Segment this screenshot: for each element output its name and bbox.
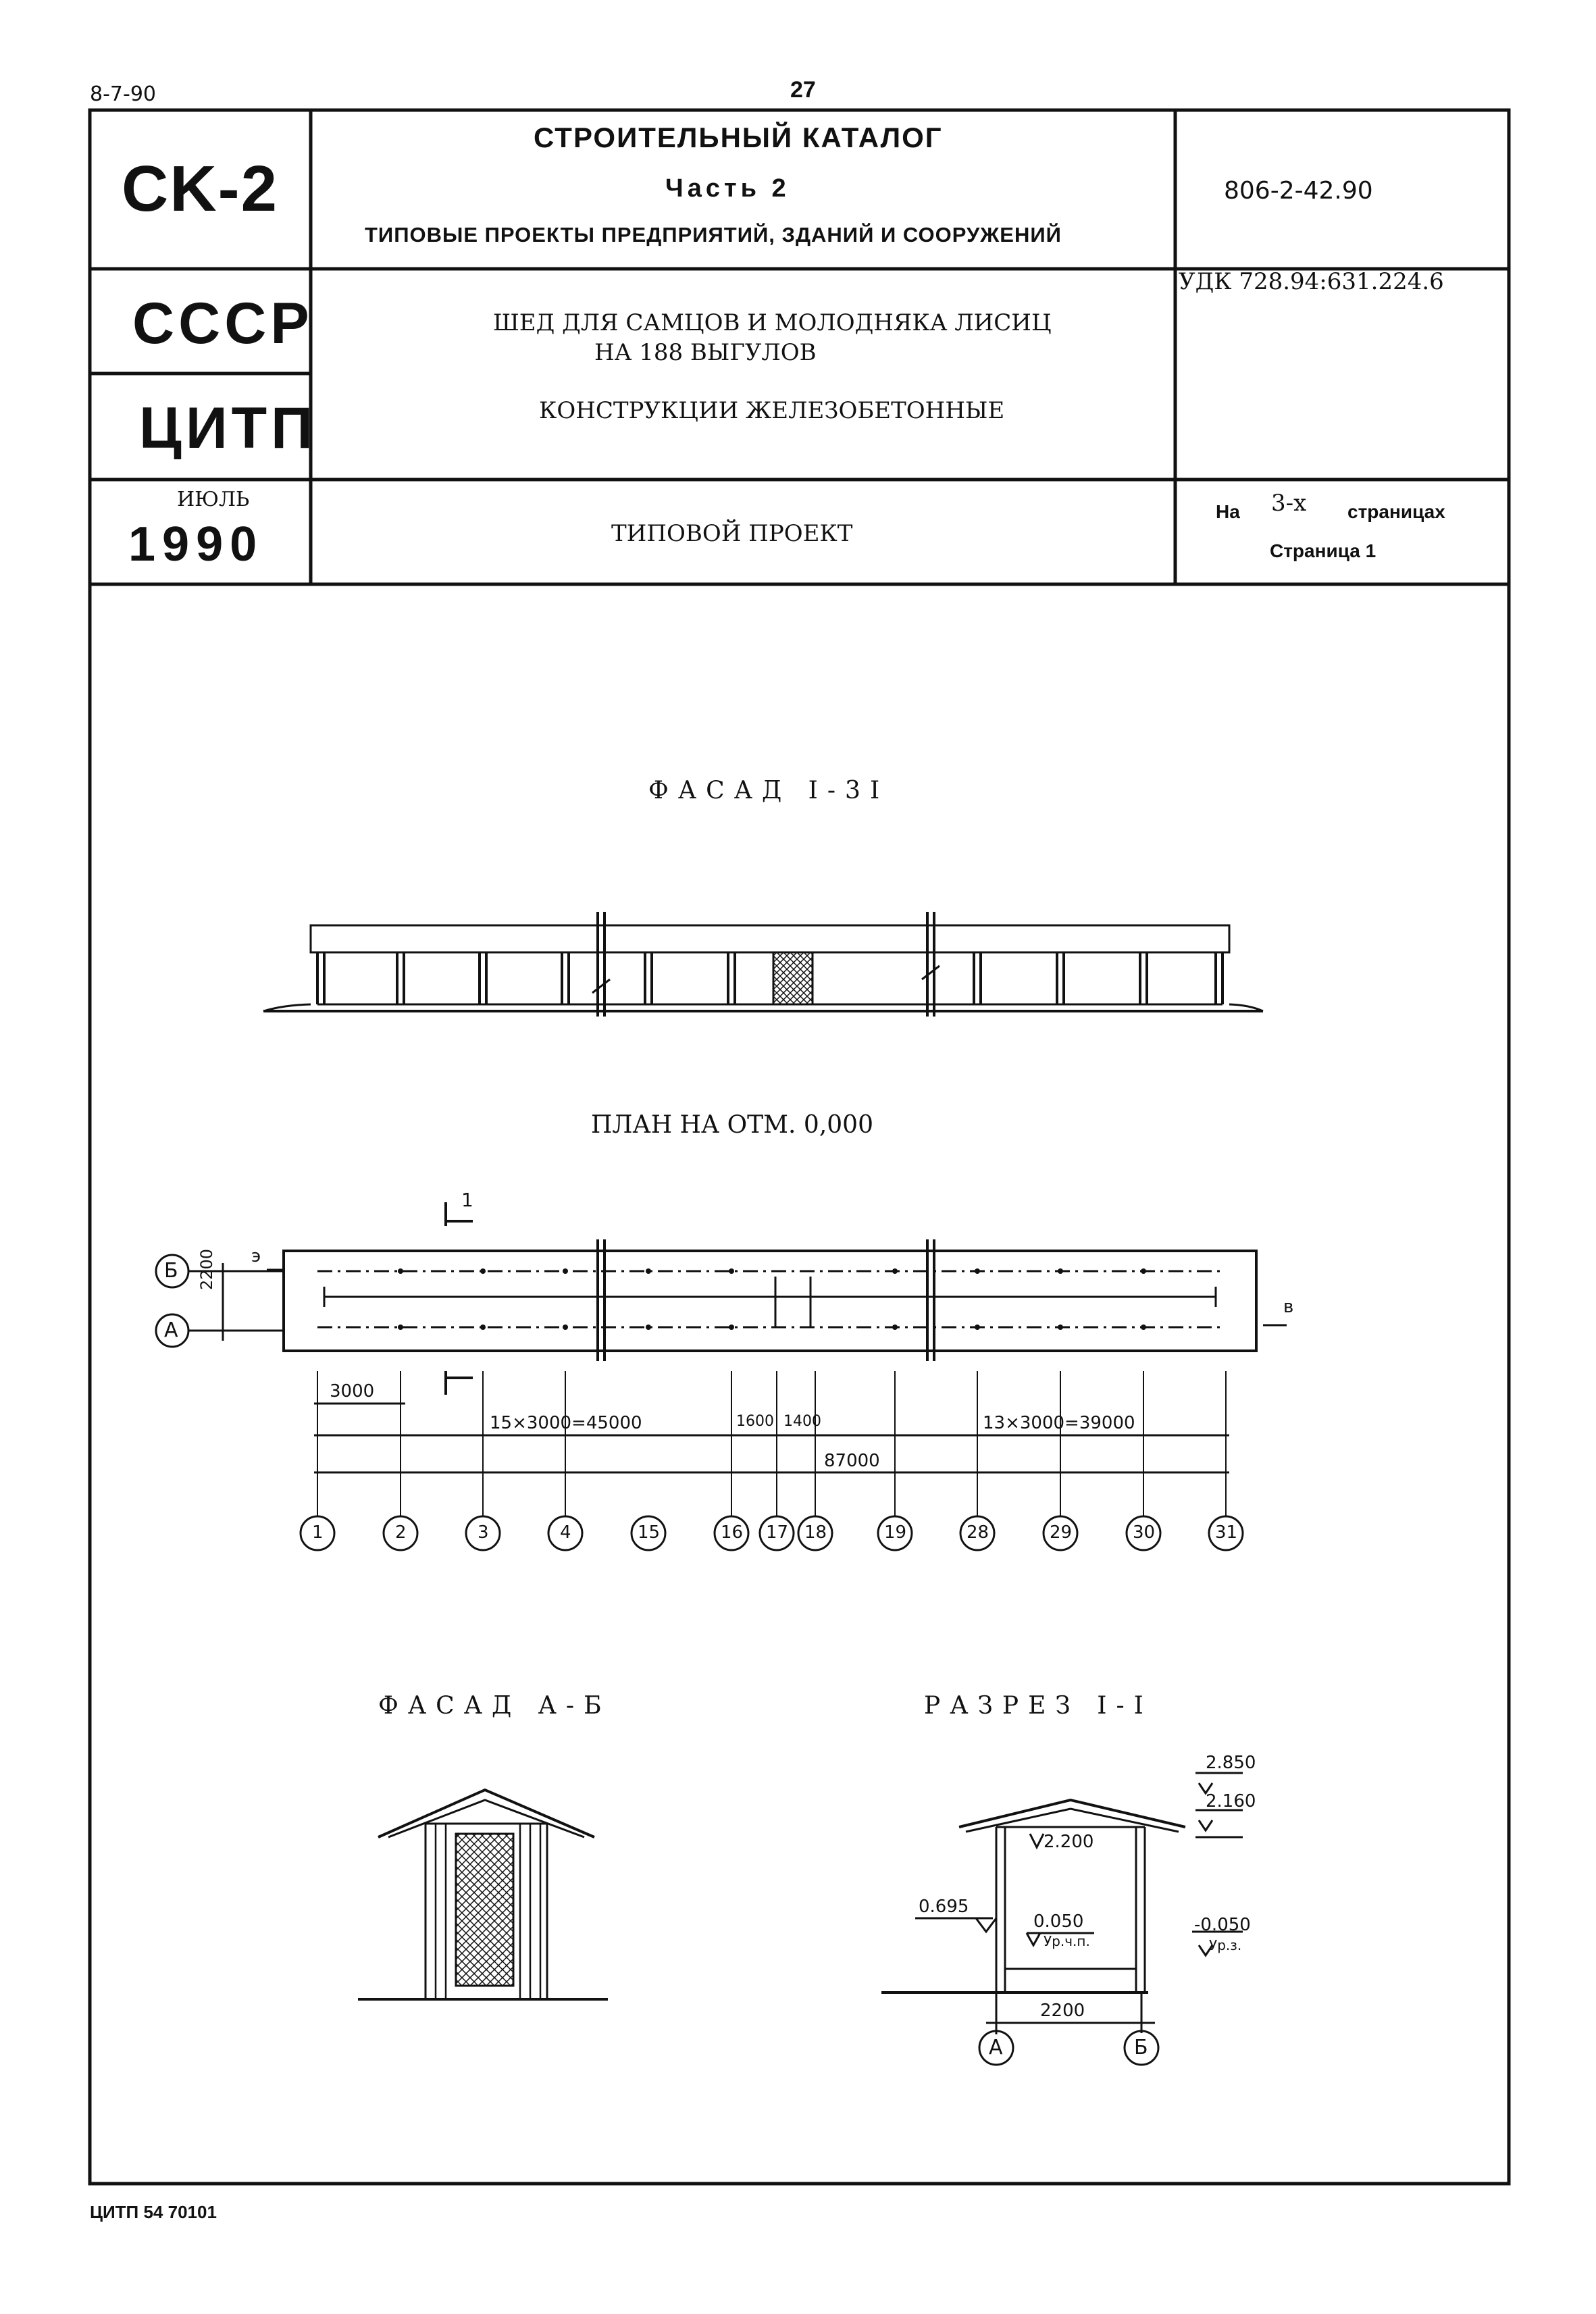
project-subtitle: КОНСТРУКЦИИ ЖЕЛЕЗОБЕТОННЫЕ <box>539 397 1005 424</box>
project-title-line2: НА 188 ВЫГУЛОВ <box>594 339 817 366</box>
country-ussr: СССР <box>132 291 313 356</box>
dim-3000: 3000 <box>330 1381 375 1402</box>
axis-label: 15 <box>638 1522 661 1543</box>
page-label: Страница 1 <box>1270 540 1376 561</box>
label-floor-level: Ур.ч.п. <box>1044 1933 1090 1949</box>
project-code: 806-2-42.90 <box>1224 177 1373 205</box>
udk-code: УДК 728.94:631.224.6 <box>1179 268 1444 295</box>
row-b-label: Б <box>164 1259 178 1283</box>
arrow-left-label: э <box>251 1246 261 1266</box>
page-number: 27 <box>790 77 816 103</box>
arrow-right-label: в <box>1283 1297 1294 1317</box>
dim-1600: 1600 <box>736 1413 774 1430</box>
elev-2850: 2.850 <box>1206 1753 1256 1773</box>
section-axis-b: Б <box>1134 2036 1148 2059</box>
axis-label: 31 <box>1215 1522 1238 1543</box>
elev-0695: 0.695 <box>919 1897 969 1917</box>
axis-label: 28 <box>967 1522 989 1543</box>
axis-label: 4 <box>560 1522 571 1543</box>
axis-label: 30 <box>1133 1522 1156 1543</box>
dim-1400: 1400 <box>783 1413 821 1430</box>
axis-label: 2 <box>395 1522 407 1543</box>
date-stamp: 8-7-90 <box>90 82 156 106</box>
footer-code: ЦИТП 54 70101 <box>90 2202 217 2222</box>
org-citp: ЦИТП <box>139 396 317 461</box>
plan-title: ПЛАН НА ОТМ. 0,000 <box>591 1111 873 1139</box>
dim-15x3000: 15×3000=45000 <box>490 1413 642 1433</box>
elev-2160: 2.160 <box>1206 1791 1256 1811</box>
dim-13x3000: 13×3000=39000 <box>983 1413 1135 1433</box>
doc-type: ТИПОВОЙ ПРОЕКТ <box>611 520 853 547</box>
elev-minus-0050: -0.050 <box>1194 1915 1251 1935</box>
section-title: РАЗРЕЗ I-I <box>924 1692 1153 1720</box>
section-mark-top: 1 <box>461 1189 473 1211</box>
pages-suffix: страницах <box>1347 501 1445 522</box>
axis-label: 17 <box>766 1522 789 1543</box>
section-axis-a: А <box>989 2036 1003 2059</box>
axis-label: 29 <box>1050 1522 1073 1543</box>
axis-label: 19 <box>884 1522 907 1543</box>
axis-label: 3 <box>478 1522 489 1543</box>
pages-count: 3-х <box>1271 490 1307 517</box>
axis-label: 16 <box>721 1522 744 1543</box>
catalog-part: Часть 2 <box>665 174 790 203</box>
project-title-line1: ШЕД ДЛЯ САМЦОВ И МОЛОДНЯКА ЛИСИЦ <box>493 309 1052 336</box>
ck2-logo: CK-2 <box>122 153 279 225</box>
catalog-section: ТИПОВЫЕ ПРОЕКТЫ ПРЕДПРИЯТИЙ, ЗДАНИЙ И СООРУЖЕНИЙ <box>365 223 1062 247</box>
dim-total-length: 87000 <box>824 1451 880 1471</box>
elev-0050: 0.050 <box>1033 1911 1084 1932</box>
month-label: ИЮЛЬ <box>177 488 250 511</box>
axis-label: 18 <box>804 1522 827 1543</box>
label-ground-level: Ур.з. <box>1209 1937 1242 1953</box>
elev-2200: 2.200 <box>1044 1832 1094 1852</box>
facade-ab-title: ФАСАД А-Б <box>378 1692 611 1720</box>
section-width-dim: 2200 <box>1040 2001 1085 2021</box>
row-a-label: А <box>164 1318 178 1342</box>
dim-row-width: 2200 <box>197 1248 216 1290</box>
facade-title: ФАСАД I-3I <box>648 777 890 804</box>
pages-prefix: На <box>1216 501 1240 522</box>
year-label: 1990 <box>128 517 264 571</box>
axis-label: 1 <box>312 1522 324 1543</box>
catalog-title: СТРОИТЕЛЬНЫЙ КАТАЛОГ <box>534 122 943 153</box>
